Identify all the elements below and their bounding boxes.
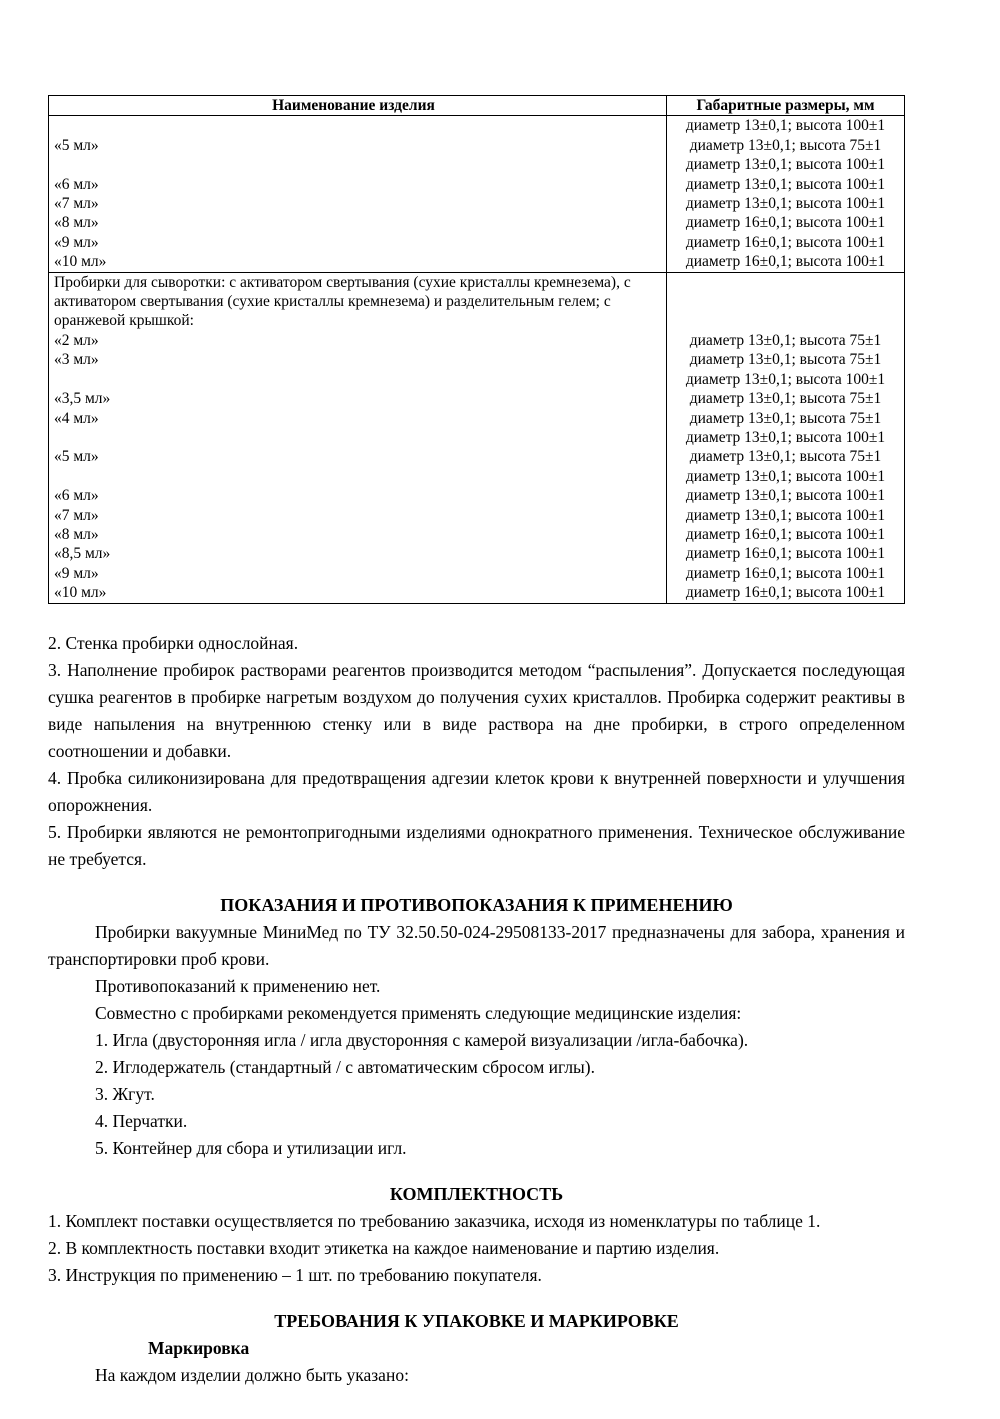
dimensions-cell: диаметр 16±0,1; высота 100±1 (685, 233, 886, 251)
dimensions-cell: диаметр 13±0,1; высота 75±1 (689, 136, 882, 154)
dimensions-cell: диаметр 16±0,1; высота 100±1 (685, 253, 886, 271)
dimensions-cell: диаметр 13±0,1; высота 100±1 (685, 117, 886, 135)
table-row (49, 370, 904, 389)
completeness-heading: КОМПЛЕКТНОСТЬ (389, 1183, 564, 1204)
product-name-cell: «5 мл» (49, 136, 667, 155)
product-name-cell: «6 мл» (49, 486, 667, 505)
table-row (49, 428, 904, 447)
recommended-devices-list (48, 1027, 905, 1162)
product-name-cell: «10 мл» (49, 252, 667, 271)
table-row (49, 136, 904, 155)
dimensions-cell: диаметр 13±0,1; высота 75±1 (689, 448, 882, 466)
dimensions-cell: диаметр 13±0,1; высота 100±1 (685, 506, 886, 524)
product-name-cell: «4 мл» (49, 409, 667, 428)
dimensions-cell: диаметр 16±0,1; высота 100±1 (685, 525, 886, 543)
product-name-cell: «7 мл» (49, 506, 667, 525)
product-name-cell: «9 мл» (49, 564, 667, 583)
completeness-list (48, 1208, 905, 1289)
product-name-cell: «3,5 мл» (49, 389, 667, 408)
product-name-cell (49, 467, 667, 486)
product-name-cell: «6 мл» (49, 175, 667, 194)
table-header-row (49, 96, 904, 116)
table-section-2 (49, 331, 904, 603)
dimensions-cell: диаметр 16±0,1; высота 100±1 (685, 214, 886, 232)
product-name-cell: «9 мл» (49, 233, 667, 252)
table-row (49, 486, 904, 505)
table-row (49, 252, 904, 271)
table-row (49, 155, 904, 174)
dimensions-cell: диаметр 13±0,1; высота 100±1 (685, 195, 886, 213)
table-row (49, 233, 904, 252)
table-row (49, 409, 904, 428)
dimensions-cell: диаметр 13±0,1; высота 75±1 (689, 351, 882, 369)
dimensions-cell: диаметр 16±0,1; высота 100±1 (685, 564, 886, 582)
product-name-cell: «8,5 мл» (49, 544, 667, 563)
completeness-item: 3. Инструкция по применению – 1 шт. по требованию покупателя. (48, 1264, 542, 1285)
product-table (48, 95, 905, 604)
empty-dimensions-cell (667, 273, 904, 331)
dimensions-cell: диаметр 13±0,1; высота 100±1 (685, 467, 886, 485)
indications-paragraph-purpose: Пробирки вакуумные МиниМед по ТУ 32.50.50-024-29508133-2017 предназначены для забора, хранения и транспортировки проб крови. (48, 921, 905, 969)
table-row (49, 544, 904, 563)
paragraph-stopper: 4. Пробка силиконизирована для предотвращения адгезии клеток крови к внутренней поверхности и улучшения опорожнения. (48, 767, 905, 815)
product-name-cell: «5 мл» (49, 447, 667, 466)
paragraph-tube-wall: 2. Стенка пробирки однослойная. (48, 632, 299, 653)
product-name-cell (49, 116, 667, 135)
table-row (49, 175, 904, 194)
product-name-cell: «10 мл» (49, 583, 667, 602)
product-name-cell (49, 155, 667, 174)
completeness-item: 1. Комплект поставки осуществляется по требованию заказчика, исходя из номенклатуры по таблице 1. (48, 1210, 821, 1231)
table-row (49, 116, 904, 135)
table-row (49, 350, 904, 369)
dimensions-cell: диаметр 13±0,1; высота 75±1 (689, 409, 882, 427)
table-header-name: Наименование изделия (49, 96, 667, 115)
dimensions-cell: диаметр 13±0,1; высота 75±1 (689, 390, 882, 408)
table-row (49, 194, 904, 213)
table-row (49, 583, 904, 602)
paragraph-reagent-filling: 3. Наполнение пробирок растворами реагентов производится методом “распыления”. Допускается последующая сушка реагентов в пробирке нагретым воздухом до получения сухих кристаллов. Пробирка содержит реактивы в виде напыления на внутреннюю стенку или в виде раствора на дне пробирки, в строго определенном соотношении и добавки. (48, 659, 905, 761)
dimensions-cell: диаметр 13±0,1; высота 100±1 (685, 156, 886, 174)
table-row (49, 331, 904, 350)
completeness-item: 2. В комплектность поставки входит этикетка на каждое наименование и партию изделия. (48, 1237, 720, 1258)
dimensions-cell: диаметр 13±0,1; высота 100±1 (685, 428, 886, 446)
marking-paragraph: На каждом изделии должно быть указано: (95, 1364, 409, 1385)
list-item: 1. Игла (двусторонняя игла / игла двусторонняя с камерой визуализации /игла-бабочка). (95, 1029, 749, 1050)
table-header-dims: Габаритные размеры, мм (696, 97, 875, 114)
packaging-heading: ТРЕБОВАНИЯ К УПАКОВКЕ И МАРКИРОВКЕ (274, 1310, 679, 1331)
list-item: 5. Контейнер для сбора и утилизации игл. (95, 1137, 407, 1158)
paragraph-single-use: 5. Пробирки являются не ремонтопригодными изделиями однократного применения. Техническое обслуживание не требуется. (48, 821, 905, 869)
serum-tubes-intro: Пробирки для сыворотки: с активатором свертывания (сухие кристаллы кремнезема), с активатором свертывания (сухие кристаллы кремнезема) и разделительным гелем; с оранжевой крышкой: (49, 273, 667, 331)
indications-heading: ПОКАЗАНИЯ И ПРОТИВОПОКАЗАНИЯ К ПРИМЕНЕНИЮ (220, 894, 733, 915)
table-row (49, 506, 904, 525)
product-name-cell: «8 мл» (49, 213, 667, 232)
dimensions-cell: диаметр 13±0,1; высота 75±1 (689, 331, 882, 349)
product-name-cell (49, 370, 667, 389)
list-item: 3. Жгут. (95, 1083, 155, 1104)
marking-subheading: Маркировка (148, 1337, 250, 1358)
table-section2-intro-row (49, 272, 904, 331)
list-item: 4. Перчатки. (95, 1110, 188, 1131)
dimensions-cell: диаметр 13±0,1; высота 100±1 (685, 370, 886, 388)
table-section-1 (49, 116, 904, 271)
dimensions-cell: диаметр 16±0,1; высота 100±1 (685, 545, 886, 563)
table-row (49, 389, 904, 408)
indications-paragraph-recommended: Совместно с пробирками рекомендуется применять следующие медицинские изделия: (95, 1002, 742, 1023)
dimensions-cell: диаметр 13±0,1; высота 100±1 (685, 175, 886, 193)
product-name-cell (49, 428, 667, 447)
indications-paragraph-contra: Противопоказаний к применению нет. (95, 975, 381, 996)
product-name-cell: «2 мл» (49, 331, 667, 350)
list-item: 2. Иглодержатель (стандартный / с автоматическим сбросом иглы). (95, 1056, 596, 1077)
document-body (48, 630, 905, 1389)
table-row (49, 564, 904, 583)
dimensions-cell: диаметр 16±0,1; высота 100±1 (685, 584, 886, 602)
table-row (49, 525, 904, 544)
table-row (49, 467, 904, 486)
table-row (49, 447, 904, 466)
product-name-cell: «7 мл» (49, 194, 667, 213)
product-name-cell: «8 мл» (49, 525, 667, 544)
table-row (49, 213, 904, 232)
product-name-cell: «3 мл» (49, 350, 667, 369)
dimensions-cell: диаметр 13±0,1; высота 100±1 (685, 487, 886, 505)
